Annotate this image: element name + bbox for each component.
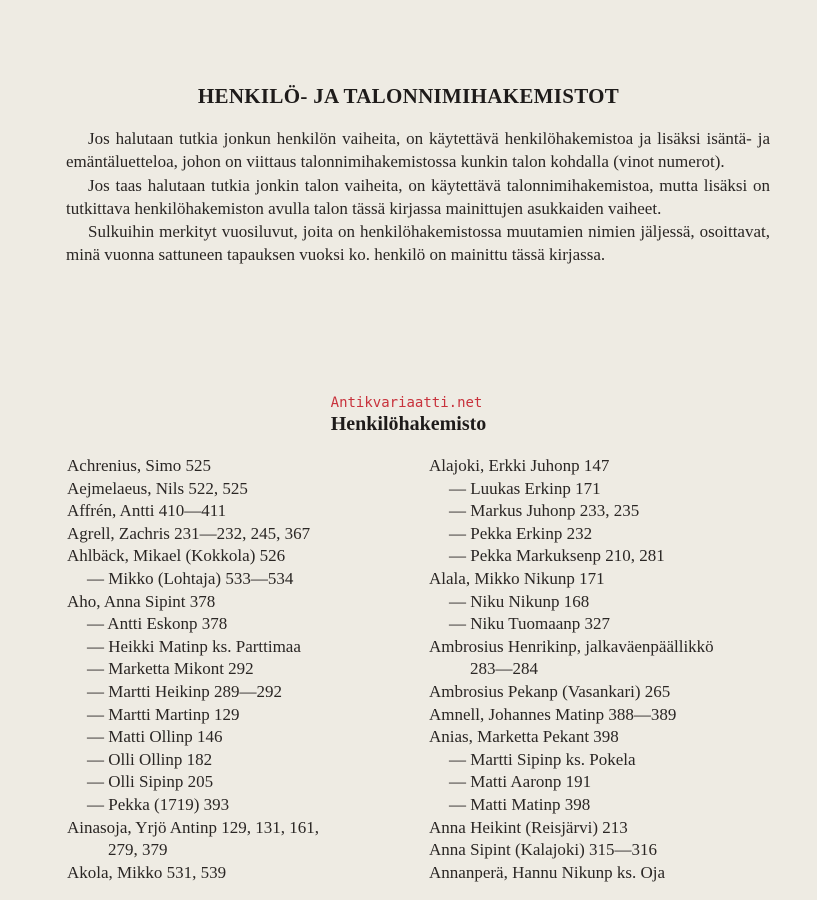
entry-continuation: 283—284 — [470, 659, 538, 679]
index-entry — [429, 681, 809, 704]
index-subentry — [429, 545, 809, 568]
index-entry — [67, 500, 417, 523]
entry-text: — Heikki Matinp ks. Parttimaa — [87, 636, 301, 656]
index-subentry — [67, 613, 417, 636]
entry-text: Alajoki, Erkki Juhonp 147 — [429, 456, 610, 475]
entry-text: Affrén, Antti 410—411 — [67, 501, 227, 521]
entry-text: — Pekka Markuksenp 210, 281 — [449, 546, 665, 566]
entry-text: — Martti Sipinp ks. Pokela — [449, 749, 636, 769]
index-subentry — [429, 591, 809, 614]
index-entry — [429, 704, 809, 727]
index-subentry — [67, 704, 417, 727]
entry-text: Aejmelaeus, Nils 522, 525 — [67, 478, 248, 498]
watermark: Antikvariaatti.net — [330, 395, 483, 411]
index-entry — [67, 478, 417, 501]
entry-text: Anna Heikint (Reisjärvi) 213 — [429, 817, 628, 837]
index-entry — [67, 862, 417, 885]
entry-text: — Niku Nikunp 168 — [449, 591, 590, 611]
index-subentry — [429, 771, 809, 794]
index-entry — [429, 726, 809, 749]
entry-continuation: 279, 379 — [108, 840, 168, 860]
index-subentry — [429, 523, 809, 546]
index-subentry — [429, 613, 809, 636]
index-subentry — [67, 681, 417, 704]
index-subentry — [429, 478, 809, 501]
intro-paragraph: Jos taas halutaan tutkia jonkin talon vaiheita, on käytettävä talonnimihakemistoa, mutta lisäksi on tutkittava henkilöhakemiston avulla talon tässä kirjassa mainittujen asukkaiden vaiheet. — [66, 175, 770, 218]
entry-text: Ambrosius Pekanp (Vasankari) 265 — [429, 681, 671, 701]
index-subentry — [429, 749, 809, 772]
index-column-right — [429, 455, 809, 884]
entry-text: — Martti Heikinp 289—292 — [87, 681, 283, 701]
entry-text: Alala, Mikko Nikunp 171 — [429, 568, 605, 588]
index-entry — [67, 523, 417, 546]
index-entry — [67, 545, 417, 568]
entry-text: Anna Sipint (Kalajoki) 315—316 — [429, 840, 658, 860]
index-subentry — [67, 726, 417, 749]
entry-text: — Martti Martinp 129 — [87, 704, 240, 724]
entry-text: Akola, Mikko 531, 539 — [67, 862, 227, 882]
index-subentry — [429, 794, 809, 817]
section-title: Henkilöhakemisto — [330, 413, 487, 435]
entry-text: — Mikko (Lohtaja) 533—534 — [87, 568, 294, 588]
index-column-left — [67, 455, 417, 884]
intro-paragraph: Jos halutaan tutkia jonkun henkilön vaiheita, on käytettävä henkilöhakemistoa ja lisäksi isäntä- ja emäntäluetteloa, johon on viittaus talonnimihakemistossa kunkin talon kohdalla (vinot numerot). — [66, 129, 770, 172]
entry-text: — Olli Ollinp 182 — [87, 749, 213, 769]
entry-text: — Luukas Erkinp 171 — [449, 478, 601, 498]
entry-text: Aho, Anna Sipint 378 — [67, 591, 216, 611]
index-entry — [429, 636, 809, 681]
entry-text: — Matti Matinp 398 — [449, 794, 591, 814]
entry-text: Agrell, Zachris 231—232, 245, 367 — [67, 523, 311, 543]
entry-text: Ambrosius Henrikinp, jalkaväenpäällikkö — [429, 636, 714, 656]
intro-text — [66, 127, 770, 267]
entry-text: — Matti Aaronp 191 — [449, 772, 592, 792]
index-subentry — [67, 568, 417, 591]
entry-text: — Matti Ollinp 146 — [87, 727, 223, 747]
entry-text: — Olli Sipinp 205 — [87, 772, 214, 792]
index-subentry — [67, 794, 417, 817]
index-entry — [429, 455, 809, 478]
index-entry — [429, 817, 809, 840]
entry-text: — Marketta Mikont 292 — [87, 659, 254, 679]
index-entry — [429, 862, 809, 885]
index-entry — [67, 817, 417, 862]
entry-text: — Antti Eskonp 378 — [87, 614, 228, 634]
entry-text: Amnell, Johannes Matinp 388—389 — [429, 704, 677, 724]
entry-text: Annanperä, Hannu Nikunp ks. Oja — [429, 862, 666, 882]
intro-paragraph: Sulkuihin merkityt vuosiluvut, joita on henkilöhakemistossa muutamien nimien jäljessä, osoittavat, minä vuonna sattuneen tapauksen vuoksi ko. henkilö on mainittu tässä kirjassa. — [66, 222, 770, 265]
index-entry — [67, 455, 417, 478]
entry-text: Ainasoja, Yrjö Antinp 129, 131, 161, — [67, 817, 319, 837]
entry-text: Anias, Marketta Pekant 398 — [429, 727, 619, 747]
entry-text: — Pekka (1719) 393 — [87, 794, 230, 814]
index-entry — [429, 568, 809, 591]
index-entry — [67, 591, 417, 614]
index-subentry — [67, 771, 417, 794]
entry-text: Ahlbäck, Mikael (Kokkola) 526 — [67, 546, 286, 566]
entry-text: Achrenius, Simo 525 — [67, 456, 212, 475]
index-subentry — [67, 749, 417, 772]
index-subentry — [67, 658, 417, 681]
entry-text: — Pekka Erkinp 232 — [449, 523, 593, 543]
entry-text: — Markus Juhonp 233, 235 — [449, 501, 640, 521]
page-title: HENKILÖ- JA TALONNIMIHAKEMISTOT — [197, 84, 620, 108]
index-subentry — [67, 636, 417, 659]
index-entry — [429, 839, 809, 862]
index-subentry — [429, 500, 809, 523]
entry-text: — Niku Tuomaanp 327 — [449, 614, 611, 634]
